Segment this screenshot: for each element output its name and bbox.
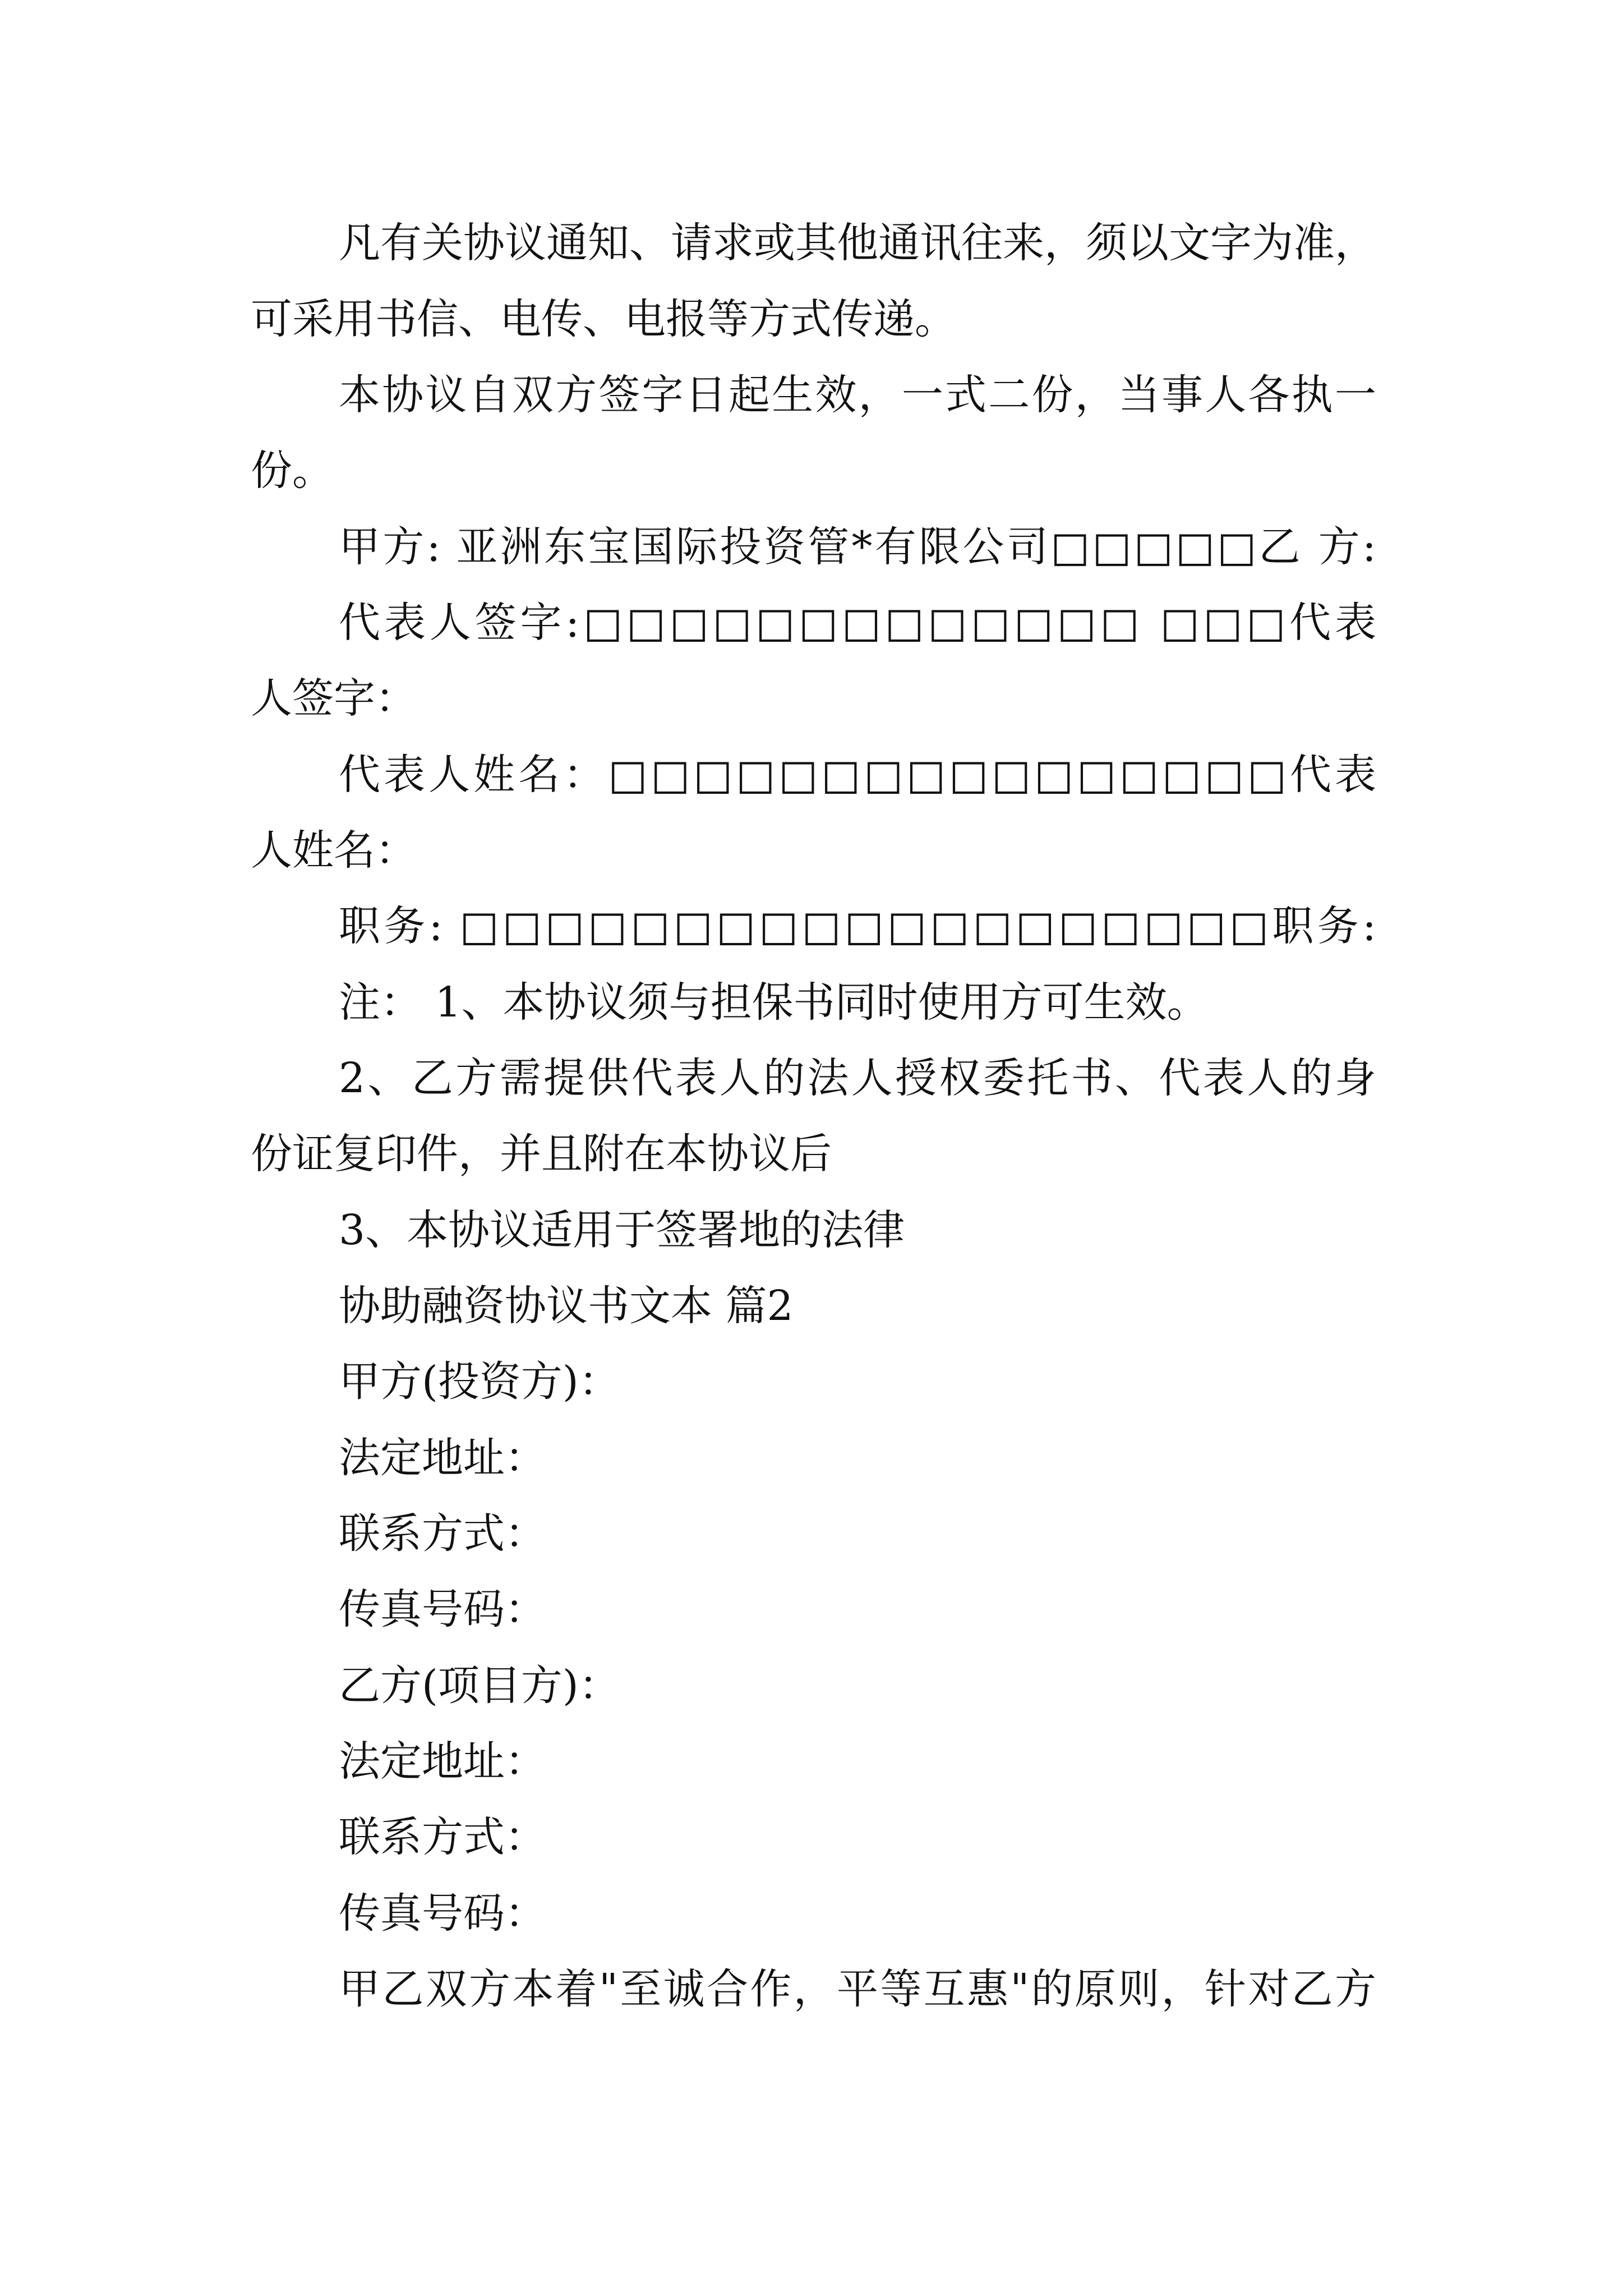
section-heading: 协助融资协议书文本 篇2 <box>339 1282 794 1330</box>
field-label: 法定地址： <box>339 1737 546 1786</box>
field-label: 联系方式： <box>339 1813 546 1861</box>
paragraph-line <box>339 361 1376 429</box>
paragraph-line <box>339 513 1376 581</box>
paragraph-line: 人签字： <box>251 674 417 723</box>
note-line: 份证复印件，并且附在本协议后 <box>251 1130 832 1178</box>
text-line: 本协议自双方签字日起生效，一式二份，当事人各执一 <box>339 371 1376 419</box>
text-line: 职务: □□□□□□□□□□□□□□□□□□□职务: <box>339 902 1376 950</box>
note-line <box>339 1045 1376 1112</box>
paragraph-line <box>339 589 1376 656</box>
paragraph-line <box>339 741 1376 808</box>
note-line: 注： 1、本协议须与担保书同时使用方可生效。 <box>339 978 1209 1027</box>
text-line: 代表人姓名：□□□□□□□□□□□□□□□□代表 <box>339 751 1376 799</box>
text-line: 凡有关协议通知、请求或其他通讯往来，须以文字为准， <box>339 219 1376 267</box>
field-label: 传真号码： <box>339 1585 546 1634</box>
paragraph-line <box>339 892 1376 960</box>
note-line: 3、本协议适用于签署地的法律 <box>339 1206 905 1254</box>
text-line: 代表人签字:□□□□□□□□□□□□□ □□□代表 <box>339 599 1376 647</box>
text-line: 甲方: 亚洲东宝国际投资管*有限公司□□□□□乙 方: <box>339 523 1376 571</box>
text-line: 2、乙方需提供代表人的法人授权委托书、代表人的身 <box>339 1054 1376 1102</box>
paragraph-line <box>339 1955 1376 2023</box>
text-line: 甲乙双方本着"至诚合作，平等互惠"的原则，针对乙方 <box>339 1965 1376 2013</box>
field-label: 联系方式： <box>339 1510 546 1558</box>
paragraph-line <box>339 209 1376 277</box>
field-label: 乙方(项目方)： <box>339 1662 620 1710</box>
field-label: 传真号码： <box>339 1889 546 1938</box>
field-label: 法定地址： <box>339 1434 546 1482</box>
field-label: 甲方(投资方)： <box>339 1358 620 1406</box>
paragraph-line: 可采用书信、电传、电报等方式传递。 <box>251 295 956 343</box>
paragraph-line: 人姓名： <box>251 826 417 875</box>
paragraph-line: 份。 <box>251 447 334 495</box>
